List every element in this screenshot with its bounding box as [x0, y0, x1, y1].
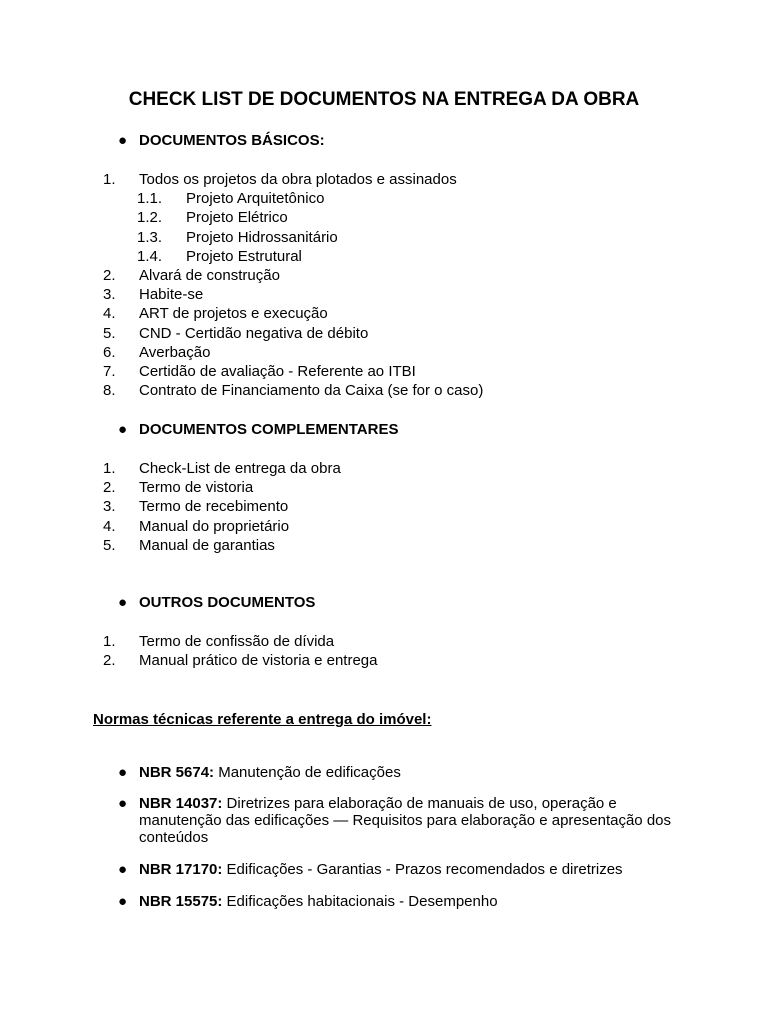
item-text: Habite-se [139, 286, 204, 304]
item-number: 8. [103, 382, 116, 400]
item-number: 1.3. [137, 228, 163, 246]
item-text: Projeto Arquitetônico [186, 190, 325, 208]
item-text: Termo de confissão de dívida [139, 633, 335, 650]
item-text: Projeto Elétrico [186, 209, 288, 227]
item-text: Projeto Estrutural [186, 247, 302, 265]
item-text: Manual do proprietário [139, 517, 290, 535]
bullet-icon: ● [118, 764, 128, 781]
norm-description: Edificações - Garantias - Prazos recomendados e diretrizes [222, 861, 623, 878]
item-number: 5. [103, 324, 116, 342]
item-number: 1.2. [137, 209, 163, 227]
item-number: 1.1. [137, 190, 163, 208]
item-number: 1. [103, 460, 116, 477]
section-heading-label: OUTROS DOCUMENTOS [139, 594, 316, 611]
item-number: 6. [103, 343, 116, 361]
item-number: 7. [103, 362, 116, 380]
item-text: Check-List de entrega da obra [139, 460, 341, 477]
item-text: Manual de garantias [139, 536, 275, 554]
item-number: 1.4. [137, 247, 163, 265]
item-number: 2. [103, 266, 116, 284]
section-heading-label: DOCUMENTOS BÁSICOS: [139, 132, 325, 149]
norm-description: Edificações habitacionais - Desempenho [222, 893, 498, 910]
item-text: ART de projetos e execução [139, 305, 328, 323]
item-text: Averbação [139, 343, 211, 361]
item-text: CND - Certidão negativa de débito [139, 324, 369, 342]
item-text: Projeto Hidrossanitário [186, 228, 338, 246]
norm-description: Diretrizes para elaboração de manuais de uso, operação e manutenção das edificações — Requisitos para elaboração e apresentação dos conteúdos [139, 795, 672, 846]
item-text: Certidão de avaliação - Referente ao ITBI [139, 362, 416, 380]
bullet-icon: ● [118, 132, 128, 149]
item-number: 3. [103, 286, 116, 304]
norm-code: NBR 14037: [139, 795, 223, 812]
norm-code: NBR 5674: [139, 764, 215, 781]
bullet-icon: ● [118, 893, 128, 910]
bullet-icon: ● [118, 795, 128, 812]
norm-code: NBR 15575: [139, 893, 223, 910]
bullet-icon: ● [118, 421, 128, 438]
item-text: Termo de vistoria [139, 479, 254, 497]
item-text: Contrato de Financiamento da Caixa (se for o caso) [139, 382, 484, 400]
item-text: Alvará de construção [139, 266, 280, 284]
item-text: Todos os projetos da obra plotados e assinados [139, 171, 457, 188]
item-text: Termo de recebimento [139, 498, 289, 516]
section-heading-label: DOCUMENTOS COMPLEMENTARES [139, 421, 399, 438]
item-number: 3. [103, 498, 116, 516]
norms-heading: Normas técnicas referente a entrega do imóvel: [93, 711, 432, 728]
item-number: 4. [103, 305, 116, 323]
bullet-icon: ● [118, 594, 128, 611]
document-title: CHECK LIST DE DOCUMENTOS NA ENTREGA DA OBRA [128, 89, 640, 110]
item-number: 1. [103, 171, 116, 188]
item-number: 1. [103, 633, 116, 650]
item-text: Manual prático de vistoria e entrega [139, 652, 378, 670]
norm-code: NBR 17170: [139, 861, 223, 878]
item-number: 2. [103, 479, 116, 497]
item-number: 5. [103, 536, 116, 554]
bullet-icon: ● [118, 861, 128, 878]
item-number: 2. [103, 652, 116, 670]
norm-description: Manutenção de edificações [214, 764, 401, 781]
item-number: 4. [103, 517, 116, 535]
